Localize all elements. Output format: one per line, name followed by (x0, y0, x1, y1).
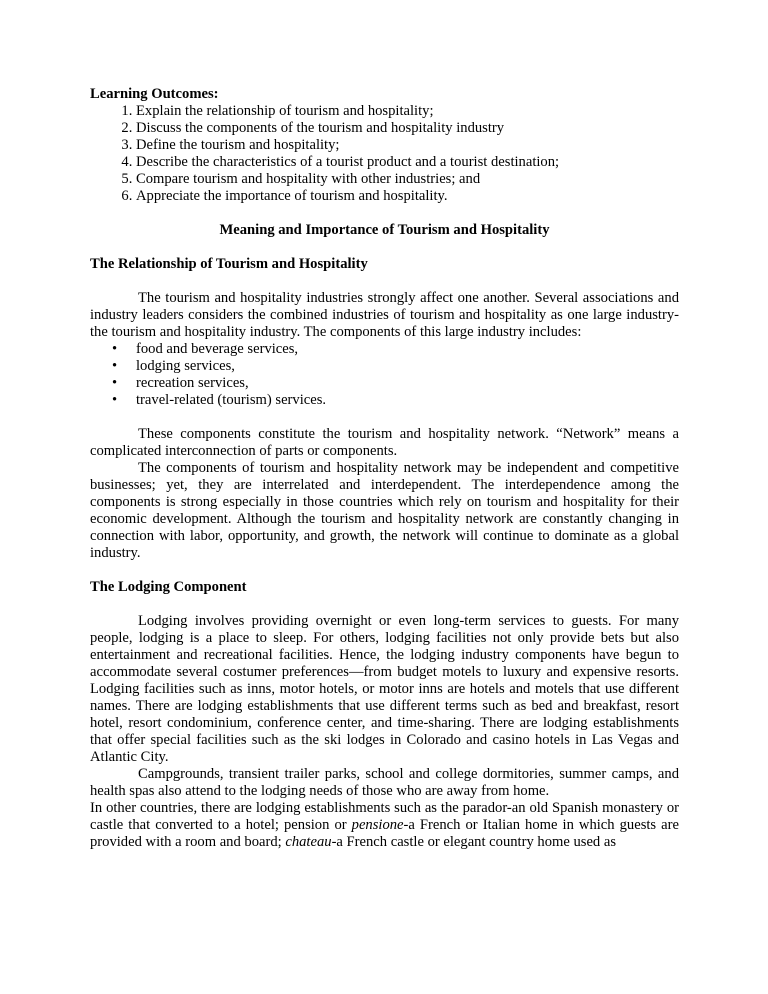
list-item: • food and beverage services, (136, 341, 679, 358)
learning-outcomes-list (90, 103, 679, 205)
relationship-paragraph-3: The components of tourism and hospitality network may be independent and competitive businesses; yet, they are interrelated and interdependent. The interdependence among the components is strong especially in those countries which rely on tourism and hospitality for their economic development. Although the tourism and hospitality network are constantly changing in connection with labor, opportunity, and growth, the network will continue to dominate as a global industry. (90, 460, 679, 561)
lodging-paragraph-2: Campgrounds, transient trailer parks, school and college dormitories, summer camps, and health spas also attend to the lodging needs of those who are away from home. (90, 766, 679, 799)
list-item: 5. Compare tourism and hospitality with other industries; and (136, 171, 679, 188)
lodging-paragraph-1: Lodging involves providing overnight or even long-term services to guests. For many people, lodging is a place to sleep. For others, lodging facilities not only provide bets but also entertainment and recreational facilities. Hence, the lodging industry components have begun to accommodate several costumer preferences—from budget motels to luxury and expensive resorts. Lodging facilities such as inns, motor hotels, or motor inns are hotels and motels that use different names. There are lodging establishments that use different terms such as bed and breakfast, resort hotel, resort condominium, conference center, and time-sharing. There are lodging establishments that offer special facilities such as the ski lodges in Colorado and casino hotels in Las Vegas and Atlantic City. (90, 613, 679, 765)
list-item: • lodging services, (136, 358, 679, 375)
lodging-heading: The Lodging Component (90, 579, 247, 595)
relationship-paragraph-2: These components constitute the tourism and hospitality network. “Network” means a complicated interconnection of parts or components. (90, 426, 679, 459)
list-item: 6. Appreciate the importance of tourism and hospitality. (136, 188, 679, 205)
document-page (90, 86, 679, 851)
relationship-heading: The Relationship of Tourism and Hospitality (90, 256, 368, 272)
list-item: 4. Describe the characteristics of a tourist product and a tourist destination; (136, 154, 679, 171)
paragraph-text: -a French castle or elegant country home used as (331, 834, 617, 850)
relationship-paragraph-1: The tourism and hospitality industries strongly affect one another. Several associations and industry leaders considers the combined industries of tourism and hospitality as one large industry-the tourism and hospitality industry. The components of this large industry includes: (90, 290, 679, 340)
paragraph-text: In other countries, there are lodging establishments such as the parador-an old Spanish monastery or castle that converted to a hotel; pension or (90, 800, 679, 833)
italic-term: pensione (351, 817, 404, 833)
components-list (90, 341, 679, 409)
lodging-paragraph-3 (90, 800, 679, 851)
list-item: 2. Discuss the components of the tourism and hospitality industry (136, 120, 679, 137)
list-item: • recreation services, (136, 375, 679, 392)
italic-term: chateau (285, 834, 332, 850)
main-title: Meaning and Importance of Tourism and Hospitality (219, 222, 550, 238)
paragraph-text: -a French or Italian home in which guests are provided with a room and board; (90, 817, 679, 850)
learning-outcomes-heading: Learning Outcomes: (90, 86, 219, 102)
list-item: 1. Explain the relationship of tourism and hospitality; (136, 103, 679, 120)
list-item: 3. Define the tourism and hospitality; (136, 137, 679, 154)
list-item: • travel-related (tourism) services. (136, 392, 679, 409)
